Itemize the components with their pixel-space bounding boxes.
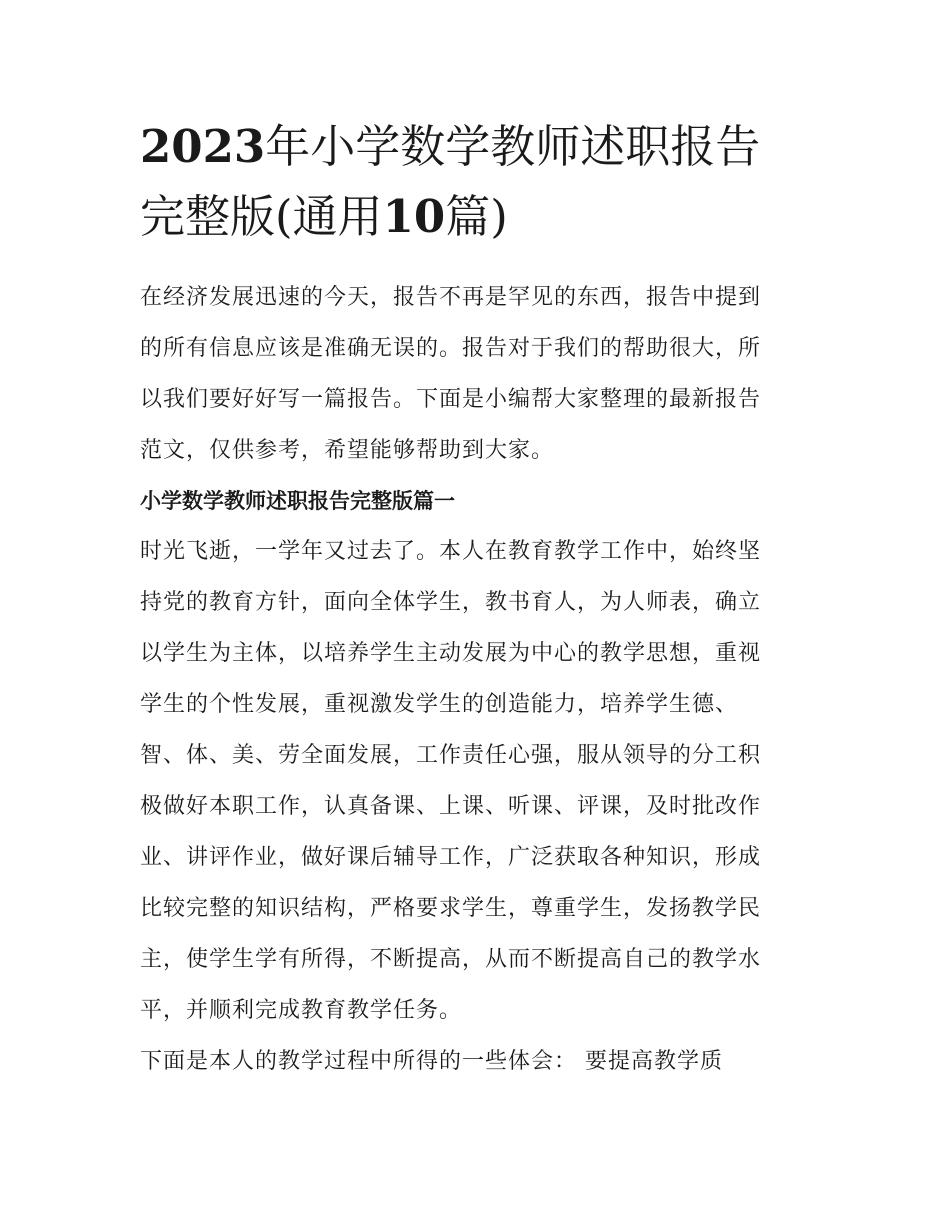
intro-line: 的所有信息应该是准确无误的。报告对于我们的帮助很大，所 (140, 336, 762, 361)
title-text-1: 年小学数学教师述职报告 (265, 120, 761, 173)
title-line-2 (140, 182, 820, 252)
section-paragraph (140, 526, 820, 1036)
intro-line: 在经济发展迅速的今天，报告不再是罕见的东西，报告中提到 (140, 285, 762, 310)
intro-paragraph (140, 272, 820, 476)
title-line-1 (140, 112, 820, 182)
section-line: 时光飞逝，一学年又过去了。本人在教育教学工作中，始终坚 (140, 539, 762, 564)
section-line: 以学生为主体，以培养学生主动发展为中心的教学思想，重视 (140, 641, 762, 666)
section-line: 主，使学生学有所得，不断提高，从而不断提高自己的教学水 (140, 947, 762, 972)
document-title (140, 112, 820, 252)
closing-paragraph (140, 1036, 820, 1087)
document-body (140, 272, 820, 1087)
title-text-2a: 完整版(通用 (140, 190, 383, 243)
document-page (140, 112, 820, 1087)
section-line: 持党的教育方针，面向全体学生，教书育人，为人师表，确立 (140, 590, 762, 615)
section-line: 平，并顺利完成教育教学任务。 (140, 998, 463, 1023)
section-line: 业、讲评作业，做好课后辅导工作，广泛获取各种知识，形成 (140, 845, 762, 870)
section-line: 智、体、美、劳全面发展，工作责任心强，服从领导的分工积 (140, 743, 762, 768)
closing-line: 下面是本人的教学过程中所得的一些体会： 要提高教学质 (140, 1049, 723, 1074)
section-line: 极做好本职工作，认真备课、上课、听课、评课，及时批改作 (140, 794, 762, 819)
section-line: 比较完整的知识结构，严格要求学生，尊重学生，发扬教学民 (140, 896, 762, 921)
title-year: 2023 (140, 120, 266, 173)
title-text-2b: 篇) (445, 190, 508, 243)
title-count: 10 (382, 190, 446, 243)
section-line: 学生的个性发展，重视激发学生的创造能力，培养学生德、 (140, 692, 739, 717)
intro-line: 范文，仅供参考，希望能够帮助到大家。 (140, 438, 555, 463)
section-heading: 小学数学教师述职报告完整版篇一 (140, 488, 455, 513)
intro-line: 以我们要好好写一篇报告。下面是小编帮大家整理的最新报告 (140, 387, 762, 412)
